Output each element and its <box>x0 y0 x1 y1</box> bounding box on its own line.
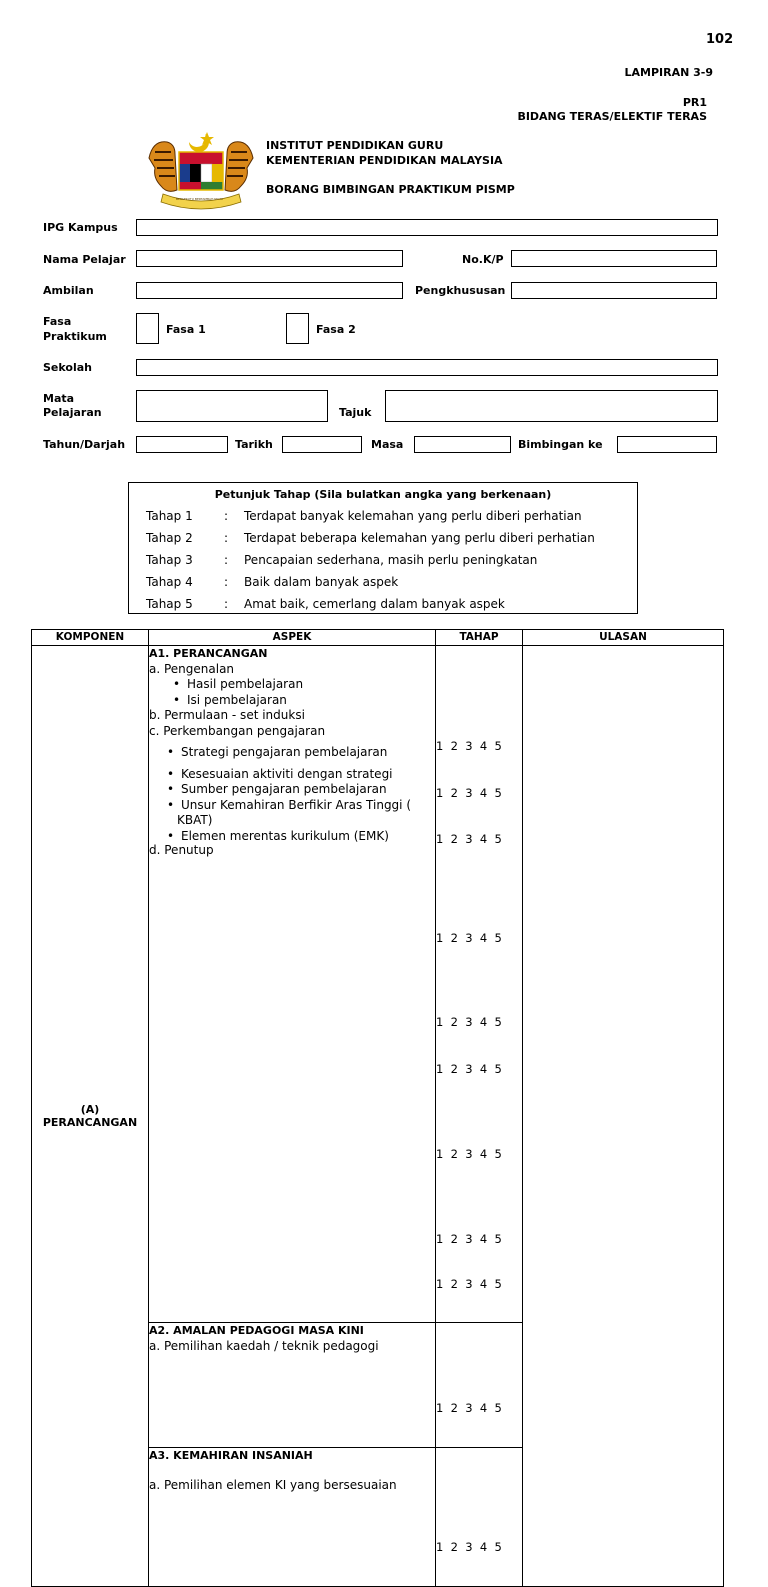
fasa-label-line2: Praktikum <box>43 330 107 343</box>
guide-sep: : <box>224 553 229 567</box>
table-row <box>32 646 724 1323</box>
page-number: 102 <box>706 32 734 47</box>
tarikh-label: Tarikh <box>235 438 273 451</box>
ulasan-cell[interactable] <box>523 646 724 1587</box>
guide-sep: : <box>224 531 229 545</box>
guide-level: Tahap 3 <box>146 553 193 567</box>
guide-title: Petunjuk Tahap (Sila bulatkan angka yang berkenaan) <box>214 488 552 501</box>
guide-level: Tahap 2 <box>146 531 193 545</box>
a3-tahap-cell <box>436 1448 523 1587</box>
pengkhususan-label: Pengkhususan <box>415 284 506 297</box>
ambilan-field[interactable] <box>136 282 403 299</box>
a1-c-iv-cont: KBAT) <box>177 813 213 827</box>
ipg-kampus-field[interactable] <box>136 219 718 236</box>
crest-motto: BERSEKUTU BERTAMBAH MUTU <box>176 197 224 201</box>
fasa1-checkbox[interactable] <box>136 313 159 344</box>
header-aspek: ASPEK <box>149 630 436 646</box>
a1-tahap-cell <box>436 646 523 1323</box>
komponen-a-name: PERANCANGAN <box>42 1116 138 1129</box>
a1-c-ii: • Kesesuaian aktiviti dengan strategi <box>149 767 435 783</box>
scale-a3-a[interactable]: 1 2 3 4 5 <box>436 1539 502 1554</box>
guide-level: Tahap 1 <box>146 509 193 523</box>
a2-a: a. Pemilihan kaedah / teknik pedagogi <box>149 1338 379 1353</box>
scale-a1-c-iv[interactable]: 1 2 3 4 5 <box>436 1146 502 1161</box>
no-kp-label: No.K/P <box>462 253 504 266</box>
sekolah-label: Sekolah <box>43 361 92 374</box>
scale-a1-c-i[interactable]: 1 2 3 4 5 <box>436 931 502 945</box>
pengkhususan-field[interactable] <box>511 282 717 299</box>
header-tahap: TAHAP <box>436 630 523 646</box>
a3-title: A3. KEMAHIRAN INSANIAH <box>149 1449 313 1462</box>
fasa2-label: Fasa 2 <box>316 323 356 336</box>
scale-a1-d[interactable]: 1 2 3 4 5 <box>436 1277 502 1291</box>
masa-field[interactable] <box>414 436 511 453</box>
guide-level: Tahap 4 <box>146 575 193 589</box>
mata-pelajaran-field[interactable] <box>136 390 328 422</box>
form-title: BORANG BIMBINGAN PRAKTIKUM PISMP <box>266 183 515 196</box>
a1-c-i: • Strategi pengajaran pembelajaran <box>149 745 435 761</box>
sekolah-field[interactable] <box>136 359 718 376</box>
lampiran-label: LAMPIRAN 3-9 <box>624 66 713 79</box>
a1-c-iv: • Unsur Kemahiran Berfikir Aras Tinggi ( <box>149 798 435 814</box>
fasa1-label: Fasa 1 <box>166 323 206 336</box>
guide-desc: Terdapat banyak kelemahan yang perlu diberi perhatian <box>244 509 582 523</box>
masa-label: Masa <box>371 438 404 451</box>
fasa2-checkbox[interactable] <box>286 313 309 344</box>
mata-pelajaran-label-line2: Pelajaran <box>43 406 102 419</box>
guide-desc: Baik dalam banyak aspek <box>244 575 399 589</box>
a2-aspek-cell <box>149 1323 436 1448</box>
tarikh-field[interactable] <box>282 436 362 453</box>
tajuk-label: Tajuk <box>339 406 372 419</box>
no-kp-field[interactable] <box>511 250 717 267</box>
fasa-label-line1: Fasa <box>43 315 72 328</box>
institution-line1: INSTITUT PENDIDIKAN GURU <box>266 139 444 152</box>
tahun-darjah-field[interactable] <box>136 436 228 453</box>
guide-desc: Amat baik, cemerlang dalam banyak aspek <box>244 597 505 611</box>
mata-pelajaran-label-line1: Mata <box>43 392 75 405</box>
guide-level: Tahap 5 <box>146 597 193 611</box>
a2-tahap-cell <box>436 1323 523 1448</box>
guide-desc: Terdapat beberapa kelemahan yang perlu diberi perhatian <box>244 531 595 545</box>
a2-title: A2. AMALAN PEDAGOGI MASA KINI <box>149 1324 364 1337</box>
guide-desc: Pencapaian sederhana, masih perlu peningkatan <box>244 553 538 567</box>
a1-c-iii: • Sumber pengajaran pembelajaran <box>149 782 435 798</box>
ambilan-label: Ambilan <box>43 284 94 297</box>
ipg-kampus-label: IPG Kampus <box>43 221 118 234</box>
scale-a1-a-i[interactable]: 1 2 3 4 5 <box>436 739 502 753</box>
scale-a1-a-ii[interactable]: 1 2 3 4 5 <box>436 785 502 800</box>
nama-pelajar-label: Nama Pelajar <box>43 253 126 266</box>
assessment-table <box>31 629 724 1587</box>
bimbingan-ke-field[interactable] <box>617 436 717 453</box>
a1-a-ii: • Isi pembelajaran <box>149 693 435 709</box>
a1-a: a. Pengenalan <box>149 661 235 676</box>
guide-sep: : <box>224 597 229 611</box>
a1-d: d. Penutup <box>149 843 214 857</box>
a1-aspek-cell <box>149 646 436 1323</box>
form-code: PR1 <box>682 96 707 109</box>
tahun-darjah-label: Tahun/Darjah <box>43 438 126 451</box>
guide-sep: : <box>224 509 229 523</box>
scale-a1-c-iii[interactable]: 1 2 3 4 5 <box>436 1061 502 1076</box>
a1-c-v: • Elemen merentas kurikulum (EMK) <box>149 829 435 845</box>
scale-a1-b[interactable]: 1 2 3 4 5 <box>436 832 502 846</box>
header-ulasan: ULASAN <box>523 630 724 646</box>
a1-b: b. Permulaan - set induksi <box>149 708 305 722</box>
a1-title: A1. PERANCANGAN <box>149 647 268 660</box>
tahap-guide-box <box>128 482 638 614</box>
nama-pelajar-field[interactable] <box>136 250 403 267</box>
a1-c: c. Perkembangan pengajaran <box>149 723 326 738</box>
tajuk-field[interactable] <box>385 390 718 422</box>
guide-sep: : <box>224 575 229 589</box>
scale-a1-c-v[interactable]: 1 2 3 4 5 <box>436 1231 502 1246</box>
a1-a-i: • Hasil pembelajaran <box>149 677 435 693</box>
komponen-a-cell <box>32 646 149 1587</box>
komponen-a-code: (A) <box>80 1103 100 1116</box>
a3-aspek-cell <box>149 1448 436 1587</box>
institution-line2: KEMENTERIAN PENDIDIKAN MALAYSIA <box>266 154 503 167</box>
header-komponen: KOMPONEN <box>32 630 149 646</box>
scale-a2-a[interactable]: 1 2 3 4 5 <box>436 1400 502 1415</box>
a3-a: a. Pemilihan elemen KI yang bersesuaian <box>149 1477 397 1492</box>
bimbingan-ke-label: Bimbingan ke <box>518 438 603 451</box>
bidang-label: BIDANG TERAS/ELEKTIF TERAS <box>517 110 707 123</box>
scale-a1-c-ii[interactable]: 1 2 3 4 5 <box>436 1015 502 1029</box>
